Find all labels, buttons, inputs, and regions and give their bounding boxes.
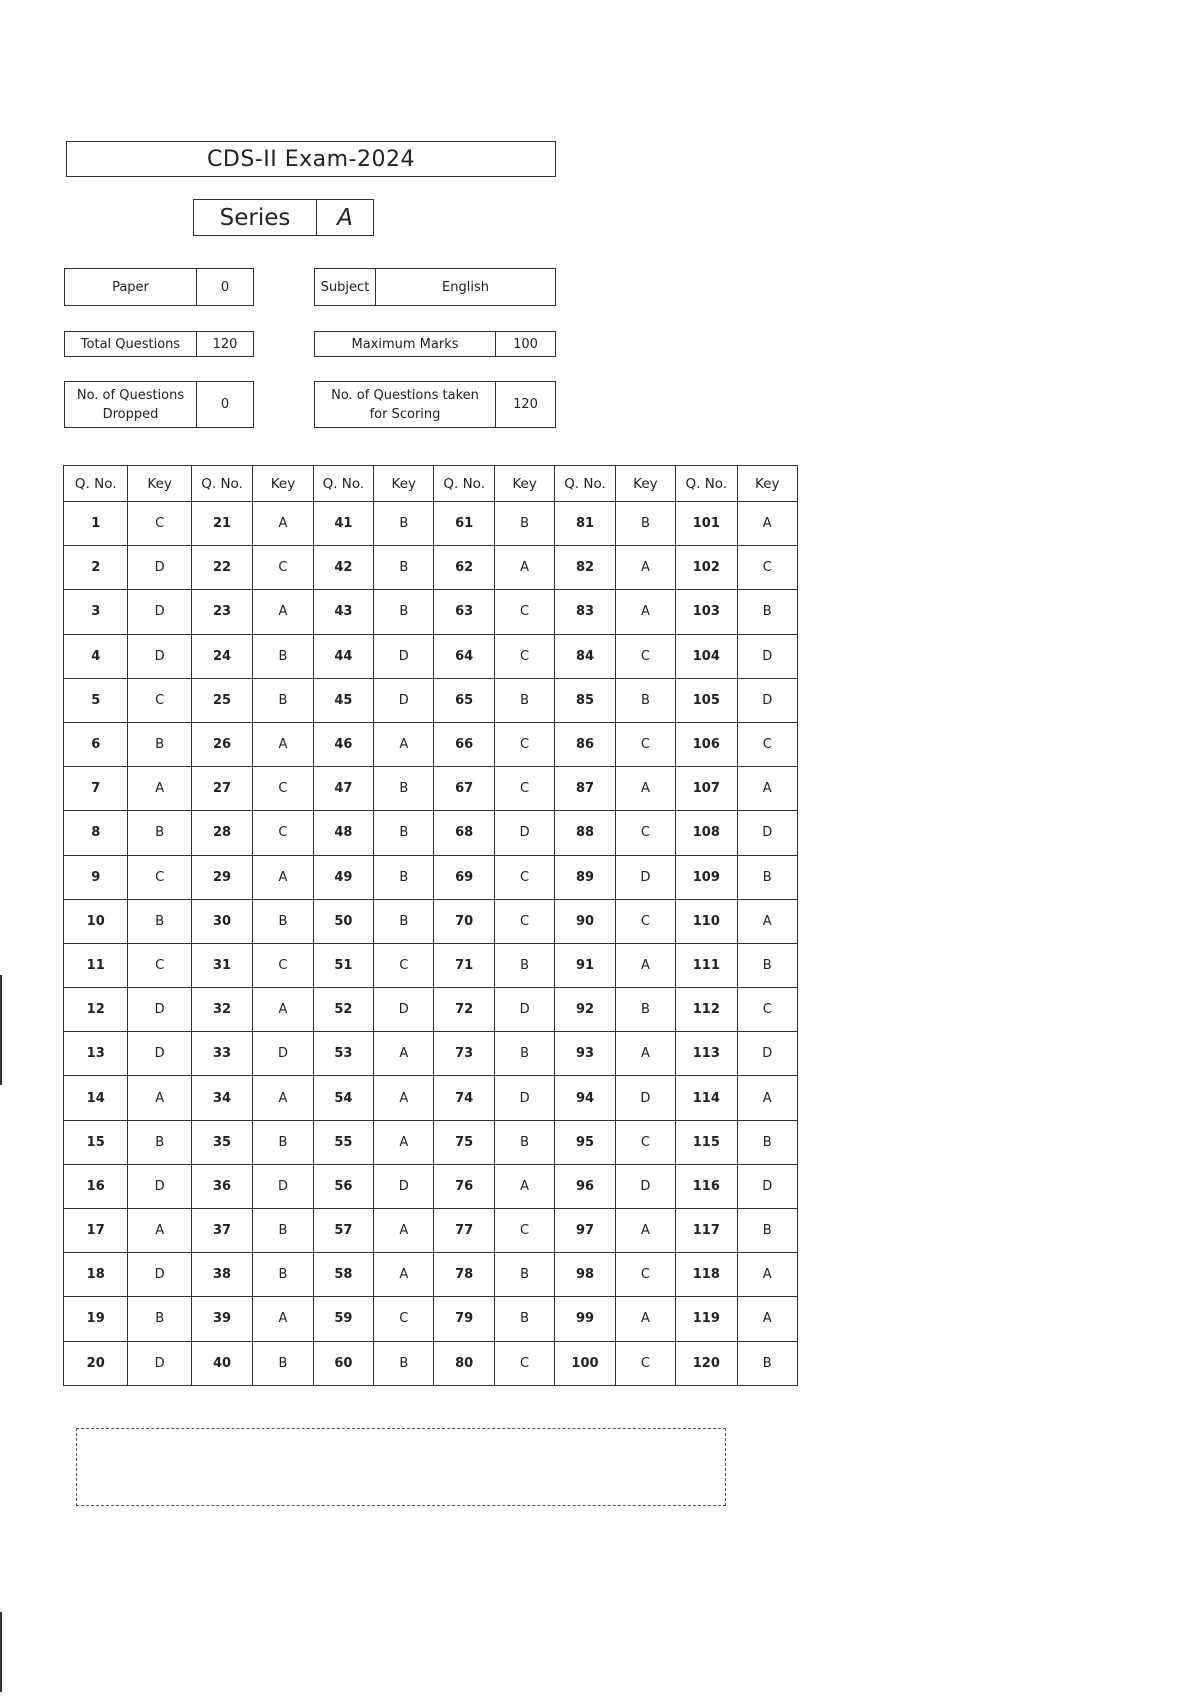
question-number-cell: 52 [313, 988, 373, 1032]
answer-key-cell: A [737, 899, 797, 943]
answer-key-cell: D [253, 1032, 313, 1076]
question-number-cell: 94 [555, 1076, 615, 1120]
question-number-cell: 83 [555, 590, 615, 634]
question-number-cell: 14 [64, 1076, 128, 1120]
question-number-cell: 72 [434, 988, 494, 1032]
question-number-cell: 75 [434, 1120, 494, 1164]
answer-key-cell: B [253, 1253, 313, 1297]
scan-edge-mark [0, 975, 2, 1085]
subject-value: English [375, 268, 556, 306]
question-number-cell: 110 [676, 899, 737, 943]
question-number-cell: 29 [191, 855, 252, 899]
answer-key-cell: D [128, 988, 191, 1032]
table-row [64, 1253, 798, 1297]
answer-key-cell: D [494, 988, 554, 1032]
table-row [64, 722, 798, 766]
series-value: A [316, 199, 374, 236]
column-header-key: Key [128, 466, 191, 502]
question-number-cell: 106 [676, 722, 737, 766]
question-number-cell: 41 [313, 502, 373, 546]
question-number-cell: 35 [191, 1120, 252, 1164]
question-number-cell: 70 [434, 899, 494, 943]
question-number-cell: 68 [434, 811, 494, 855]
question-number-cell: 108 [676, 811, 737, 855]
answer-key-cell: C [128, 855, 191, 899]
question-number-cell: 59 [313, 1297, 373, 1341]
table-row [64, 590, 798, 634]
question-number-cell: 22 [191, 546, 252, 590]
answer-key-cell: A [253, 590, 313, 634]
table-row [64, 1076, 798, 1120]
question-number-cell: 21 [191, 502, 252, 546]
answer-key-cell: C [494, 1209, 554, 1253]
answer-key-cell: A [128, 1076, 191, 1120]
question-number-cell: 101 [676, 502, 737, 546]
question-number-cell: 23 [191, 590, 252, 634]
question-number-cell: 102 [676, 546, 737, 590]
answer-key-cell: D [737, 811, 797, 855]
answer-key-cell: C [374, 1297, 434, 1341]
answer-key-cell: C [615, 722, 675, 766]
scoring-label: No. of Questions taken for Scoring [314, 381, 496, 428]
answer-key-cell: A [494, 1164, 554, 1208]
table-row [64, 811, 798, 855]
answer-key-cell: D [128, 1341, 191, 1385]
answer-key-cell: B [128, 811, 191, 855]
answer-key-cell: A [615, 767, 675, 811]
question-number-cell: 61 [434, 502, 494, 546]
table-row [64, 855, 798, 899]
answer-key-cell: A [615, 1209, 675, 1253]
question-number-cell: 7 [64, 767, 128, 811]
answer-key-cell: D [128, 590, 191, 634]
maximum-marks-value: 100 [495, 331, 556, 357]
answer-key-cell: B [128, 1297, 191, 1341]
answer-key-cell: A [253, 988, 313, 1032]
table-row [64, 678, 798, 722]
answer-key-cell: C [128, 678, 191, 722]
answer-key-cell: C [494, 855, 554, 899]
question-number-cell: 50 [313, 899, 373, 943]
answer-key-cell: B [253, 1341, 313, 1385]
exam-title: CDS-II Exam-2024 [66, 141, 556, 177]
question-number-cell: 73 [434, 1032, 494, 1076]
answer-key-cell: B [494, 1297, 554, 1341]
question-number-cell: 17 [64, 1209, 128, 1253]
answer-key-cell: C [737, 722, 797, 766]
answer-key-cell: C [253, 811, 313, 855]
column-header-qno: Q. No. [555, 466, 615, 502]
column-header-qno: Q. No. [313, 466, 373, 502]
question-number-cell: 76 [434, 1164, 494, 1208]
table-row [64, 1209, 798, 1253]
answer-key-cell: C [737, 546, 797, 590]
answer-key-cell: D [128, 1032, 191, 1076]
question-number-cell: 51 [313, 943, 373, 987]
answer-key-table [63, 465, 798, 1386]
question-number-cell: 112 [676, 988, 737, 1032]
question-number-cell: 6 [64, 722, 128, 766]
column-header-qno: Q. No. [676, 466, 737, 502]
question-number-cell: 64 [434, 634, 494, 678]
answer-key-cell: B [494, 1032, 554, 1076]
answer-key-cell: A [615, 1032, 675, 1076]
answer-key-cell: C [253, 943, 313, 987]
question-number-cell: 79 [434, 1297, 494, 1341]
answer-key-cell: B [615, 678, 675, 722]
question-number-cell: 89 [555, 855, 615, 899]
question-number-cell: 78 [434, 1253, 494, 1297]
table-row [64, 1120, 798, 1164]
question-number-cell: 57 [313, 1209, 373, 1253]
remarks-box [76, 1428, 726, 1506]
question-number-cell: 15 [64, 1120, 128, 1164]
answer-key-cell: B [494, 1120, 554, 1164]
answer-key-cell: A [737, 502, 797, 546]
question-number-cell: 9 [64, 855, 128, 899]
answer-key-cell: C [494, 767, 554, 811]
dropped-label: No. of Questions Dropped [64, 381, 197, 428]
question-number-cell: 95 [555, 1120, 615, 1164]
question-number-cell: 66 [434, 722, 494, 766]
question-number-cell: 3 [64, 590, 128, 634]
answer-key-cell: A [374, 722, 434, 766]
answer-key-cell: B [737, 1120, 797, 1164]
question-number-cell: 40 [191, 1341, 252, 1385]
question-number-cell: 111 [676, 943, 737, 987]
question-number-cell: 119 [676, 1297, 737, 1341]
question-number-cell: 60 [313, 1341, 373, 1385]
column-header-key: Key [737, 466, 797, 502]
question-number-cell: 103 [676, 590, 737, 634]
answer-key-cell: B [374, 590, 434, 634]
question-number-cell: 44 [313, 634, 373, 678]
answer-key-cell: A [374, 1209, 434, 1253]
question-number-cell: 19 [64, 1297, 128, 1341]
answer-key-cell: A [253, 1076, 313, 1120]
question-number-cell: 81 [555, 502, 615, 546]
question-number-cell: 105 [676, 678, 737, 722]
answer-key-cell: B [737, 1209, 797, 1253]
answer-key-cell: B [253, 634, 313, 678]
answer-key-cell: A [374, 1076, 434, 1120]
answer-key-cell: B [374, 899, 434, 943]
answer-key-cell: A [374, 1253, 434, 1297]
question-number-cell: 98 [555, 1253, 615, 1297]
answer-key-cell: B [737, 855, 797, 899]
column-header-qno: Q. No. [434, 466, 494, 502]
question-number-cell: 117 [676, 1209, 737, 1253]
question-number-cell: 74 [434, 1076, 494, 1120]
question-number-cell: 45 [313, 678, 373, 722]
answer-key-cell: A [737, 1253, 797, 1297]
answer-key-cell: C [494, 722, 554, 766]
table-row [64, 1032, 798, 1076]
column-header-qno: Q. No. [191, 466, 252, 502]
question-number-cell: 82 [555, 546, 615, 590]
table-row [64, 988, 798, 1032]
question-number-cell: 99 [555, 1297, 615, 1341]
answer-key-cell: A [128, 767, 191, 811]
question-number-cell: 39 [191, 1297, 252, 1341]
question-number-cell: 26 [191, 722, 252, 766]
answer-key-cell: B [128, 899, 191, 943]
question-number-cell: 43 [313, 590, 373, 634]
answer-key-cell: C [615, 811, 675, 855]
question-number-cell: 115 [676, 1120, 737, 1164]
table-row [64, 1164, 798, 1208]
table-row [64, 767, 798, 811]
question-number-cell: 55 [313, 1120, 373, 1164]
series-label: Series [193, 199, 317, 236]
answer-key-cell: D [737, 634, 797, 678]
answer-key-cell: B [374, 546, 434, 590]
answer-key-cell: B [128, 1120, 191, 1164]
question-number-cell: 48 [313, 811, 373, 855]
dropped-value: 0 [196, 381, 254, 428]
table-row [64, 1341, 798, 1385]
table-row [64, 502, 798, 546]
answer-key-cell: A [615, 943, 675, 987]
question-number-cell: 18 [64, 1253, 128, 1297]
answer-key-cell: C [128, 502, 191, 546]
answer-key-cell: A [615, 1297, 675, 1341]
answer-key-cell: C [615, 1253, 675, 1297]
answer-key-cell: D [374, 678, 434, 722]
answer-key-cell: C [615, 634, 675, 678]
table-header-row [64, 466, 798, 502]
answer-key-cell: D [737, 678, 797, 722]
question-number-cell: 86 [555, 722, 615, 766]
answer-key-cell: C [253, 767, 313, 811]
question-number-cell: 13 [64, 1032, 128, 1076]
question-number-cell: 36 [191, 1164, 252, 1208]
answer-key-cell: A [494, 546, 554, 590]
total-questions-value: 120 [196, 331, 254, 357]
question-number-cell: 100 [555, 1341, 615, 1385]
answer-key-cell: A [253, 722, 313, 766]
question-number-cell: 49 [313, 855, 373, 899]
question-number-cell: 58 [313, 1253, 373, 1297]
question-number-cell: 34 [191, 1076, 252, 1120]
answer-key-cell: D [374, 988, 434, 1032]
answer-key-cell: B [374, 1341, 434, 1385]
question-number-cell: 16 [64, 1164, 128, 1208]
answer-key-cell: A [374, 1032, 434, 1076]
question-number-cell: 32 [191, 988, 252, 1032]
question-number-cell: 109 [676, 855, 737, 899]
answer-key-cell: C [494, 1341, 554, 1385]
answer-key-cell: C [494, 899, 554, 943]
subject-label: Subject [314, 268, 376, 306]
answer-key-cell: B [253, 1120, 313, 1164]
question-number-cell: 12 [64, 988, 128, 1032]
paper-label: Paper [64, 268, 197, 306]
answer-key-cell: A [253, 855, 313, 899]
question-number-cell: 80 [434, 1341, 494, 1385]
answer-key-cell: A [615, 546, 675, 590]
answer-key-cell: A [374, 1120, 434, 1164]
answer-key-cell: B [737, 943, 797, 987]
answer-key-cell: A [253, 502, 313, 546]
question-number-cell: 37 [191, 1209, 252, 1253]
question-number-cell: 65 [434, 678, 494, 722]
answer-key-cell: A [737, 1076, 797, 1120]
answer-key-cell: B [128, 722, 191, 766]
answer-key-cell: B [615, 502, 675, 546]
question-number-cell: 116 [676, 1164, 737, 1208]
answer-key-cell: C [494, 634, 554, 678]
question-number-cell: 67 [434, 767, 494, 811]
question-number-cell: 120 [676, 1341, 737, 1385]
question-number-cell: 113 [676, 1032, 737, 1076]
answer-key-cell: A [737, 767, 797, 811]
answer-key-cell: B [737, 1341, 797, 1385]
answer-key-cell: B [494, 502, 554, 546]
question-number-cell: 84 [555, 634, 615, 678]
question-number-cell: 4 [64, 634, 128, 678]
answer-key-cell: B [374, 502, 434, 546]
question-number-cell: 47 [313, 767, 373, 811]
question-number-cell: 25 [191, 678, 252, 722]
column-header-key: Key [374, 466, 434, 502]
answer-key-cell: D [128, 546, 191, 590]
table-row [64, 1297, 798, 1341]
column-header-qno: Q. No. [64, 466, 128, 502]
question-number-cell: 97 [555, 1209, 615, 1253]
question-number-cell: 2 [64, 546, 128, 590]
table-row [64, 943, 798, 987]
question-number-cell: 87 [555, 767, 615, 811]
answer-key-cell: C [737, 988, 797, 1032]
question-number-cell: 88 [555, 811, 615, 855]
answer-key-cell: D [253, 1164, 313, 1208]
table-row [64, 899, 798, 943]
scoring-value: 120 [495, 381, 556, 428]
answer-key-cell: D [615, 1164, 675, 1208]
question-number-cell: 93 [555, 1032, 615, 1076]
answer-key-cell: B [374, 855, 434, 899]
column-header-key: Key [615, 466, 675, 502]
question-number-cell: 28 [191, 811, 252, 855]
question-number-cell: 96 [555, 1164, 615, 1208]
question-number-cell: 24 [191, 634, 252, 678]
answer-key-cell: B [494, 678, 554, 722]
answer-key-cell: A [615, 590, 675, 634]
answer-key-cell: C [494, 590, 554, 634]
question-number-cell: 54 [313, 1076, 373, 1120]
question-number-cell: 33 [191, 1032, 252, 1076]
question-number-cell: 92 [555, 988, 615, 1032]
answer-key-cell: B [374, 811, 434, 855]
question-number-cell: 8 [64, 811, 128, 855]
answer-key-cell: B [374, 767, 434, 811]
question-number-cell: 11 [64, 943, 128, 987]
answer-key-cell: B [253, 1209, 313, 1253]
paper-value: 0 [196, 268, 254, 306]
question-number-cell: 27 [191, 767, 252, 811]
question-number-cell: 77 [434, 1209, 494, 1253]
answer-key-cell: D [737, 1164, 797, 1208]
question-number-cell: 42 [313, 546, 373, 590]
question-number-cell: 91 [555, 943, 615, 987]
question-number-cell: 69 [434, 855, 494, 899]
question-number-cell: 5 [64, 678, 128, 722]
scan-edge-mark [0, 1612, 2, 1692]
question-number-cell: 20 [64, 1341, 128, 1385]
maximum-marks-label: Maximum Marks [314, 331, 496, 357]
answer-key-cell: D [615, 1076, 675, 1120]
question-number-cell: 53 [313, 1032, 373, 1076]
answer-key-cell: D [128, 634, 191, 678]
question-number-cell: 31 [191, 943, 252, 987]
answer-key-cell: C [615, 1341, 675, 1385]
answer-key-cell: C [615, 1120, 675, 1164]
question-number-cell: 38 [191, 1253, 252, 1297]
answer-key-cell: B [494, 943, 554, 987]
column-header-key: Key [494, 466, 554, 502]
question-number-cell: 10 [64, 899, 128, 943]
question-number-cell: 46 [313, 722, 373, 766]
answer-key-cell: D [374, 634, 434, 678]
answer-key-cell: C [253, 546, 313, 590]
answer-key-cell: A [128, 1209, 191, 1253]
answer-key-cell: D [494, 1076, 554, 1120]
answer-key-cell: B [737, 590, 797, 634]
answer-key-cell: B [253, 678, 313, 722]
question-number-cell: 56 [313, 1164, 373, 1208]
question-number-cell: 90 [555, 899, 615, 943]
column-header-key: Key [253, 466, 313, 502]
answer-key-cell: B [253, 899, 313, 943]
question-number-cell: 63 [434, 590, 494, 634]
question-number-cell: 104 [676, 634, 737, 678]
answer-key-cell: D [374, 1164, 434, 1208]
answer-key-cell: A [737, 1297, 797, 1341]
question-number-cell: 114 [676, 1076, 737, 1120]
table-row [64, 634, 798, 678]
answer-key-cell: B [494, 1253, 554, 1297]
answer-key-cell: C [128, 943, 191, 987]
answer-key-cell: D [128, 1253, 191, 1297]
question-number-cell: 1 [64, 502, 128, 546]
question-number-cell: 118 [676, 1253, 737, 1297]
question-number-cell: 62 [434, 546, 494, 590]
answer-key-cell: D [128, 1164, 191, 1208]
answer-key-cell: D [615, 855, 675, 899]
answer-key-cell: B [615, 988, 675, 1032]
question-number-cell: 30 [191, 899, 252, 943]
answer-key-cell: D [737, 1032, 797, 1076]
answer-key-cell: C [615, 899, 675, 943]
answer-key-cell: C [374, 943, 434, 987]
total-questions-label: Total Questions [64, 331, 197, 357]
question-number-cell: 107 [676, 767, 737, 811]
answer-key-cell: D [494, 811, 554, 855]
question-number-cell: 71 [434, 943, 494, 987]
answer-key-cell: A [253, 1297, 313, 1341]
table-row [64, 546, 798, 590]
question-number-cell: 85 [555, 678, 615, 722]
